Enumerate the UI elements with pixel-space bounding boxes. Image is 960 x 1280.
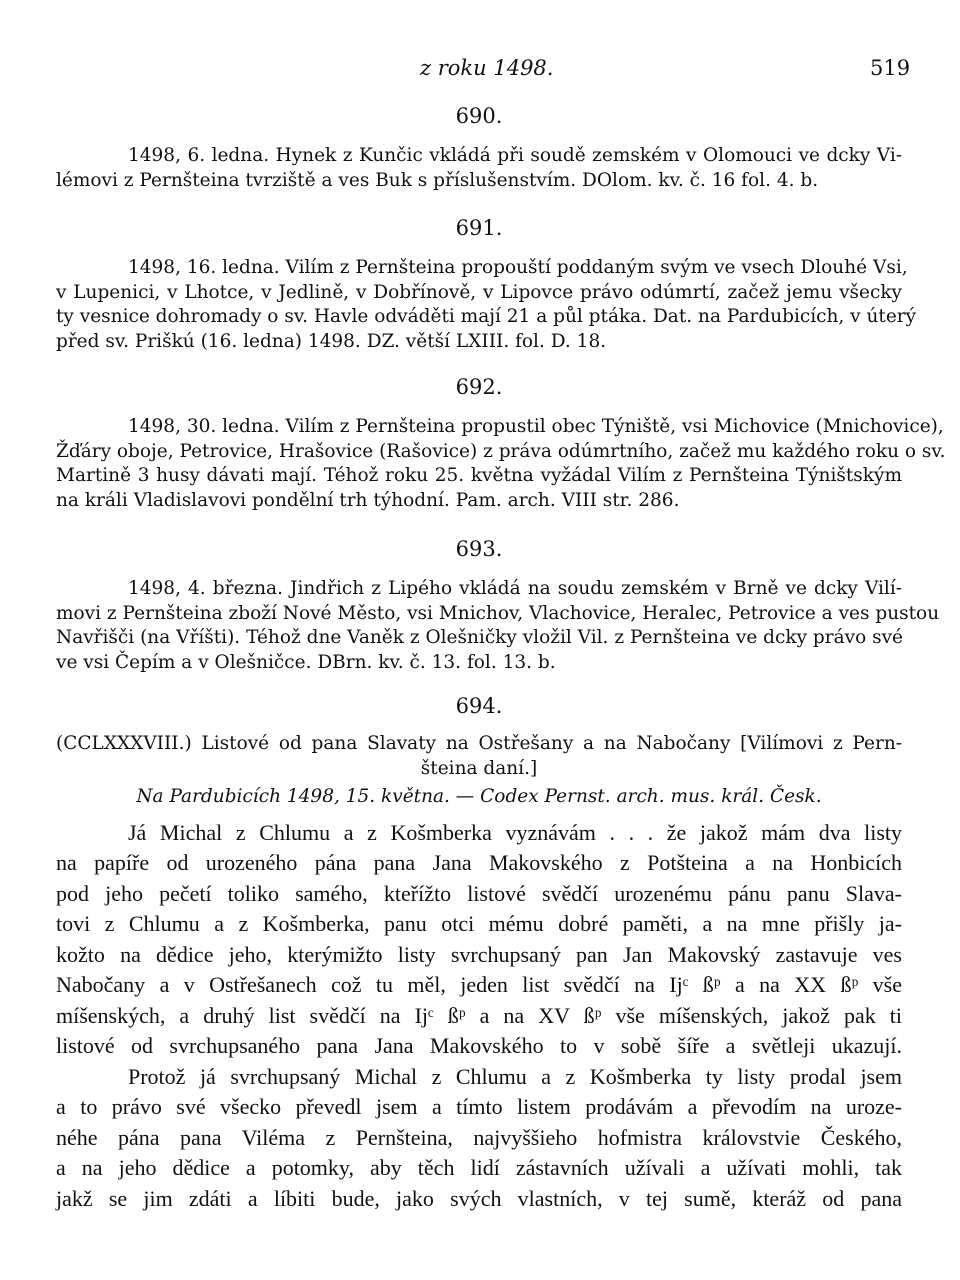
entry-number: 692. bbox=[455, 375, 503, 399]
entry-text-line: Martině 3 husy dávati mají. Téhož roku 25. května vyžádal Vilím z Pernšteina Týništským bbox=[56, 465, 902, 487]
letter-text-line: a to právo své všecko převedl jsem a tímto listem prodávám a převodím na uroze- bbox=[56, 1094, 902, 1120]
entry-690 bbox=[56, 104, 902, 193]
letter-text-line: listové od svrchupsaného pana Jana Makovského to v sobě šíře a světleji ukazují. bbox=[56, 1033, 902, 1059]
entry-692 bbox=[56, 375, 946, 513]
letter-text-line: míšenských, a druhý list svědčí na Ij͏ᶜ ßᵖ a na XV ßᵖ vše míšenských, jakož pak ti bbox=[56, 1002, 902, 1028]
running-head-title: z roku 1498. bbox=[420, 56, 554, 80]
entry-text-line: ty vesnice dohromady o sv. Havle odváděti mají 21 a půl ptáka. Dat. na Pardubicích, v úterý bbox=[56, 306, 917, 328]
entry-source: Na Pardubicích 1498, 15. května. — Codex Pernst. arch. mus. král. Česk. bbox=[136, 786, 822, 808]
entry-text-line: Navřišči (na Vříšti). Téhož dne Vaněk z Olešničky vložil Vil. z Pernšteina ve dcky právo své bbox=[56, 627, 903, 649]
letter-text-line: Já Michal z Chlumu a z Košmberka vyznávám . . . že jakož mám dva listy bbox=[128, 819, 902, 845]
entry-text-line: movi z Pernšteina zboží Nové Město, vsi Mnichov, Vlachovice, Heralec, Petrovice a ves pustou bbox=[56, 602, 940, 624]
entry-text-line: lémovi z Pernšteina tvrziště a ves Buk s příslušenstvím. DOlom. kv. č. 16 fol. 4. b. bbox=[56, 169, 819, 191]
page-number: 519 bbox=[870, 56, 911, 80]
entry-text-line: 1498, 4. března. Jindřich z Lipého vkládá na soudu zemském v Brně ve dcky Vilí- bbox=[128, 578, 902, 599]
running-head bbox=[0, 56, 960, 84]
entry-text-line: na králi Vladislavovi pondělní trh týhodní. Pam. arch. VIII str. 286. bbox=[56, 489, 680, 511]
letter-text-line: jakž se jim zdáti a líbiti bude, jako svých vlastních, v tej sumě, kteráž od pana bbox=[56, 1185, 902, 1211]
entry-text-line: před sv. Priškú (16. ledna) 1498. DZ. větší LXIII. fol. D. 18. bbox=[56, 330, 607, 352]
entry-heading-line: šteina daní.] bbox=[420, 757, 538, 779]
entry-heading-line: (CCLXXXVIII.) Listové od pana Slavaty na Ostřešany a na Nabočany [Vilímovi z Pern- bbox=[56, 733, 902, 754]
entry-694 bbox=[56, 694, 902, 1214]
entry-number: 690. bbox=[455, 104, 503, 128]
entry-number: 693. bbox=[455, 537, 503, 561]
letter-text-line: Nabočany a v Ostřešanech což tu měl, jeden list svědčí na Ij͏ᶜ ßᵖ a na XX ßᵖ vše bbox=[56, 972, 902, 998]
letter-text-line: kožto na dědice jeho, kterýmižto listy svrchupsaný pan Jan Makovský zastavuje ves bbox=[56, 941, 902, 967]
entry-number: 691. bbox=[455, 216, 503, 240]
entry-number: 694. bbox=[455, 694, 503, 718]
entry-text-line: 1498, 16. ledna. Vilím z Pernšteina propouští poddaným svým ve vsech Dlouhé Vsi, bbox=[128, 257, 908, 278]
entry-691 bbox=[56, 216, 917, 354]
entry-text-line: ve vsi Čepím a v Olešničce. DBrn. kv. č. 13. fol. 13. b. bbox=[56, 651, 556, 673]
entry-text-line: v Lupenici, v Lhotce, v Jedlině, v Dobřínově, v Lipovce právo odúmrtí, začež jemu všecky bbox=[56, 281, 902, 303]
letter-text-line: pod jeho pečetí toliko samého, kteřížto listové svědčí urozenému pánu panu Slava- bbox=[56, 880, 902, 906]
letter-text-line: a na jeho dědice a potomky, aby těch lidí zástavních užívali a užívati mohli, tak bbox=[56, 1155, 902, 1181]
entry-693 bbox=[56, 537, 940, 675]
letter-text-line: tovi z Chlumu a z Košmberka, panu otci mému dobré paměti, a na mne přišly ja- bbox=[56, 911, 902, 937]
letter-text-line: na papíře od urozeného pána pana Jana Makovského z Potšteina a na Honbicích bbox=[56, 850, 902, 876]
letter-text-line: néhe pána pana Viléma z Pernšteina, najvyššieho hofmistra královstvie Českého, bbox=[56, 1124, 902, 1150]
letter-text-line: Protož já svrchupsaný Michal z Chlumu a z Košmberka ty listy prodal jsem bbox=[128, 1063, 902, 1089]
entry-text-line: 1498, 30. ledna. Vilím z Pernšteina propustil obec Týniště, vsi Michovice (Mnichovice), bbox=[128, 416, 944, 437]
entry-text-line: Žďáry oboje, Petrovice, Hrašovice (Rašovice) z práva odúmrtního, začež mu každého roku o sv. bbox=[56, 440, 946, 462]
entry-text-line: 1498, 6. ledna. Hynek z Kunčic vkládá při soudě zemském v Olomouci ve dcky Vi- bbox=[128, 145, 902, 166]
